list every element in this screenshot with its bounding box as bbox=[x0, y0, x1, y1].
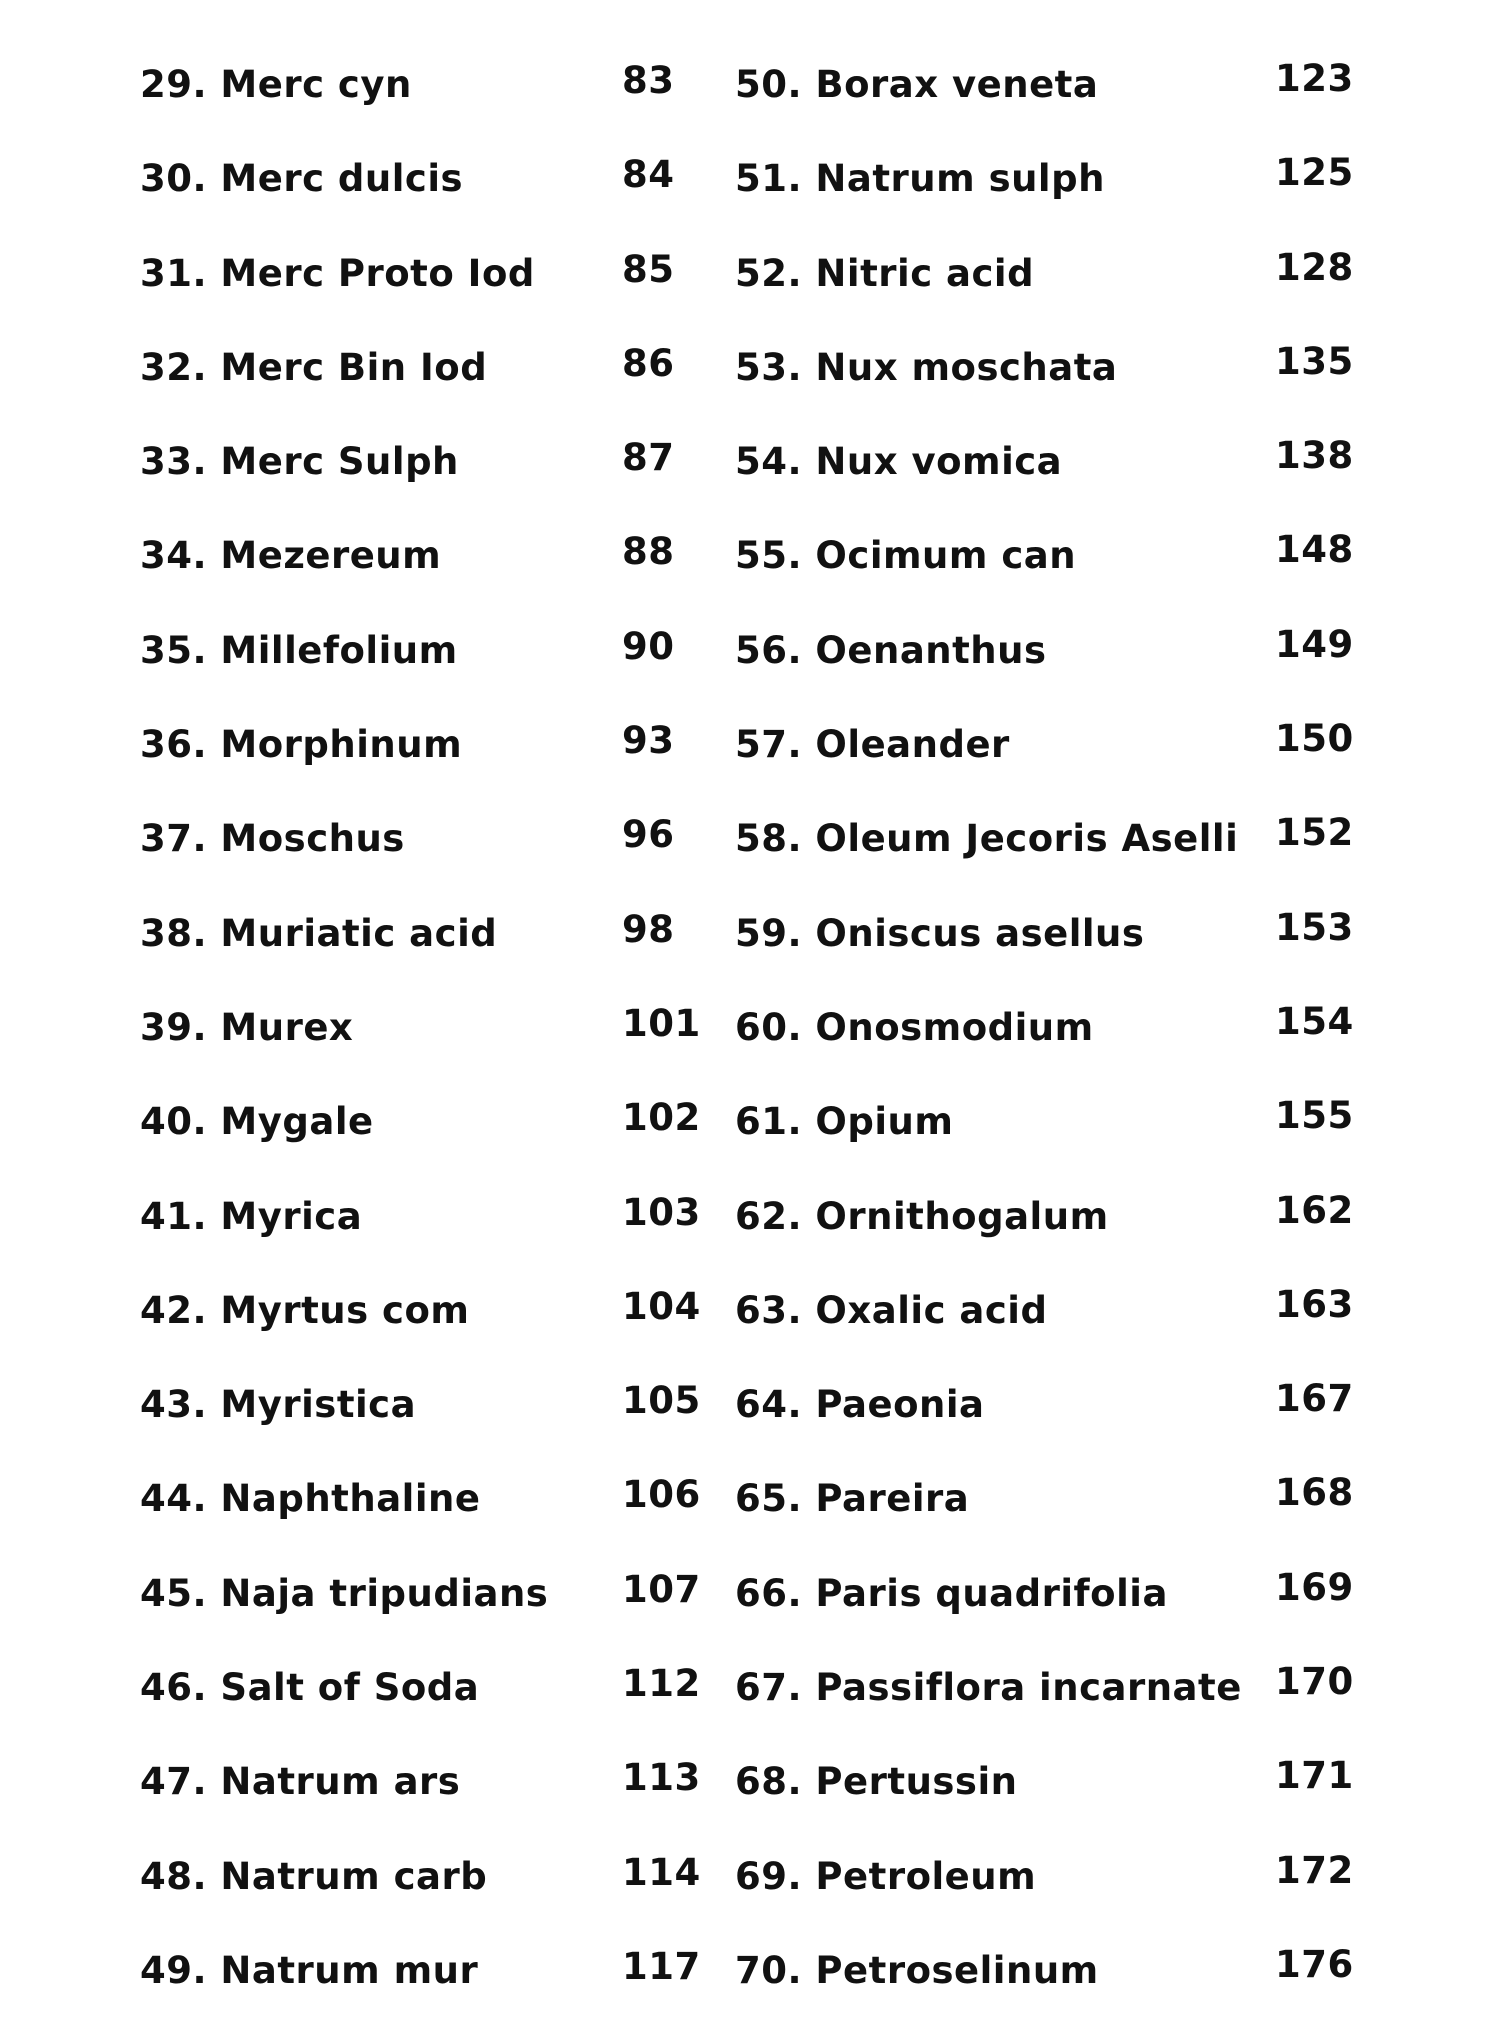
entry-name: 59. Oniscus asellus bbox=[735, 911, 1145, 955]
entry-page-number: 168 bbox=[1275, 1471, 1354, 1515]
right-column bbox=[735, 38, 1415, 2018]
index-entry bbox=[140, 792, 820, 886]
index-entry bbox=[735, 415, 1415, 509]
entry-name: 49. Natrum mur bbox=[140, 1948, 479, 1992]
index-entry bbox=[140, 1264, 820, 1358]
entry-page-number: 135 bbox=[1275, 339, 1354, 383]
entry-name: 51. Natrum sulph bbox=[735, 157, 1105, 201]
entry-name: 54. Nux vomica bbox=[735, 440, 1063, 484]
entry-page-number: 101 bbox=[622, 1001, 701, 1045]
index-entry bbox=[140, 415, 820, 509]
entry-name: 38. Muriatic acid bbox=[140, 911, 498, 955]
entry-name: 67. Passiflora incarnate bbox=[735, 1666, 1242, 1710]
entry-page-number: 167 bbox=[1275, 1377, 1354, 1421]
index-entry bbox=[735, 981, 1415, 1075]
index-entry bbox=[140, 1735, 820, 1829]
index-entry bbox=[140, 509, 820, 603]
entry-name: 58. Oleum Jecoris Aselli bbox=[735, 817, 1239, 861]
index-entry bbox=[735, 1547, 1415, 1641]
entry-page-number: 150 bbox=[1275, 717, 1354, 761]
left-column bbox=[140, 38, 820, 2018]
entry-page-number: 170 bbox=[1275, 1660, 1354, 1704]
index-entry bbox=[140, 698, 820, 792]
entry-page-number: 155 bbox=[1275, 1094, 1354, 1138]
index-entry bbox=[140, 132, 820, 226]
entry-page-number: 84 bbox=[622, 153, 675, 197]
entry-name: 29. Merc cyn bbox=[140, 63, 412, 106]
index-entry bbox=[735, 1170, 1415, 1264]
index-entry bbox=[140, 38, 820, 132]
entry-page-number: 114 bbox=[622, 1850, 701, 1894]
entry-name: 60. Onosmodium bbox=[735, 1005, 1094, 1049]
entry-page-number: 154 bbox=[1275, 999, 1354, 1043]
entry-name: 36. Morphinum bbox=[140, 723, 463, 767]
index-entry bbox=[140, 1170, 820, 1264]
index-entry bbox=[735, 698, 1415, 792]
entry-page-number: 90 bbox=[622, 624, 675, 668]
entry-page-number: 93 bbox=[622, 719, 675, 763]
entry-name: 61. Opium bbox=[735, 1100, 954, 1144]
index-entry bbox=[735, 1264, 1415, 1358]
index-entry bbox=[735, 1924, 1415, 2018]
entry-page-number: 153 bbox=[1275, 905, 1354, 949]
index-entry bbox=[140, 1358, 820, 1452]
entry-name: 64. Paeonia bbox=[735, 1383, 985, 1427]
index-entry bbox=[140, 1547, 820, 1641]
entry-name: 70. Petroselinum bbox=[735, 1948, 1099, 1992]
entry-name: 40. Mygale bbox=[140, 1100, 374, 1144]
entry-page-number: 105 bbox=[622, 1379, 701, 1423]
entry-page-number: 96 bbox=[622, 813, 675, 857]
entry-name: 66. Paris quadrifolia bbox=[735, 1571, 1168, 1615]
entry-page-number: 104 bbox=[622, 1284, 701, 1328]
index-entry bbox=[735, 1452, 1415, 1546]
index-entry bbox=[735, 509, 1415, 603]
index-entry bbox=[140, 1452, 820, 1546]
index-entry bbox=[735, 604, 1415, 698]
entry-page-number: 169 bbox=[1275, 1565, 1354, 1609]
entry-page-number: 87 bbox=[622, 436, 675, 480]
index-entry bbox=[140, 1641, 820, 1735]
entry-name: 53. Nux moschata bbox=[735, 345, 1118, 389]
entry-name: 37. Moschus bbox=[140, 817, 405, 861]
entry-page-number: 117 bbox=[622, 1944, 701, 1988]
index-entry bbox=[140, 981, 820, 1075]
index-entry bbox=[735, 227, 1415, 321]
entry-name: 47. Natrum ars bbox=[140, 1760, 461, 1804]
entry-page-number: 88 bbox=[622, 530, 675, 574]
entry-name: 39. Murex bbox=[140, 1005, 354, 1049]
entry-name: 69. Petroleum bbox=[735, 1854, 1037, 1898]
entry-page-number: 123 bbox=[1275, 57, 1354, 100]
entry-page-number: 98 bbox=[622, 907, 675, 951]
entry-page-number: 152 bbox=[1275, 811, 1354, 855]
entry-page-number: 106 bbox=[622, 1473, 701, 1517]
index-entry bbox=[735, 1735, 1415, 1829]
entry-name: 45. Naja tripudians bbox=[140, 1571, 549, 1615]
entry-name: 42. Myrtus com bbox=[140, 1288, 470, 1332]
index-entry bbox=[735, 321, 1415, 415]
index-entry bbox=[140, 1830, 820, 1924]
entry-name: 52. Nitric acid bbox=[735, 251, 1035, 295]
entry-page-number: 138 bbox=[1275, 434, 1354, 478]
entry-name: 56. Oenanthus bbox=[735, 628, 1047, 672]
entry-name: 57. Oleander bbox=[735, 723, 1010, 767]
entry-name: 63. Oxalic acid bbox=[735, 1288, 1048, 1332]
entry-page-number: 102 bbox=[622, 1096, 701, 1140]
index-entry bbox=[735, 132, 1415, 226]
entry-name: 31. Merc Proto Iod bbox=[140, 251, 535, 295]
index-entry bbox=[735, 38, 1415, 132]
entry-page-number: 148 bbox=[1275, 528, 1354, 572]
entry-name: 50. Borax veneta bbox=[735, 63, 1099, 106]
entry-name: 43. Myristica bbox=[140, 1383, 417, 1427]
entry-page-number: 163 bbox=[1275, 1282, 1354, 1326]
entry-name: 55. Ocimum can bbox=[735, 534, 1077, 578]
entry-page-number: 176 bbox=[1275, 1942, 1354, 1986]
entry-page-number: 112 bbox=[622, 1662, 701, 1706]
entry-page-number: 107 bbox=[622, 1567, 701, 1611]
index-entry bbox=[140, 227, 820, 321]
entry-page-number: 86 bbox=[622, 341, 675, 385]
entry-name: 48. Natrum carb bbox=[140, 1854, 488, 1898]
entry-name: 65. Pareira bbox=[735, 1477, 970, 1521]
entry-page-number: 113 bbox=[622, 1756, 701, 1800]
index-entry bbox=[140, 887, 820, 981]
entry-name: 46. Salt of Soda bbox=[140, 1666, 480, 1710]
index-entry bbox=[735, 1075, 1415, 1169]
entry-name: 41. Myrica bbox=[140, 1194, 363, 1238]
entry-name: 62. Ornithogalum bbox=[735, 1194, 1109, 1238]
entry-page-number: 162 bbox=[1275, 1188, 1354, 1232]
entry-name: 30. Merc dulcis bbox=[140, 157, 464, 201]
entry-name: 68. Pertussin bbox=[735, 1760, 1018, 1804]
index-entry bbox=[140, 1075, 820, 1169]
index-entry bbox=[735, 1830, 1415, 1924]
index-entry bbox=[735, 792, 1415, 886]
entry-name: 44. Naphthaline bbox=[140, 1477, 481, 1521]
entry-page-number: 85 bbox=[622, 247, 675, 291]
entry-page-number: 125 bbox=[1275, 151, 1354, 195]
entry-name: 33. Merc Sulph bbox=[140, 440, 459, 484]
entry-page-number: 171 bbox=[1275, 1754, 1354, 1798]
index-entry bbox=[140, 604, 820, 698]
entry-page-number: 128 bbox=[1275, 245, 1354, 289]
entry-page-number: 149 bbox=[1275, 622, 1354, 666]
entry-page-number: 172 bbox=[1275, 1848, 1354, 1892]
index-entry bbox=[735, 887, 1415, 981]
index-entry bbox=[735, 1641, 1415, 1735]
index-entry bbox=[735, 1358, 1415, 1452]
entry-name: 35. Millefolium bbox=[140, 628, 458, 672]
entry-name: 32. Merc Bin Iod bbox=[140, 345, 488, 389]
entry-name: 34. Mezereum bbox=[140, 534, 442, 578]
entry-page-number: 83 bbox=[622, 59, 675, 102]
index-entry bbox=[140, 321, 820, 415]
entry-page-number: 103 bbox=[622, 1190, 701, 1234]
index-entry bbox=[140, 1924, 820, 2018]
